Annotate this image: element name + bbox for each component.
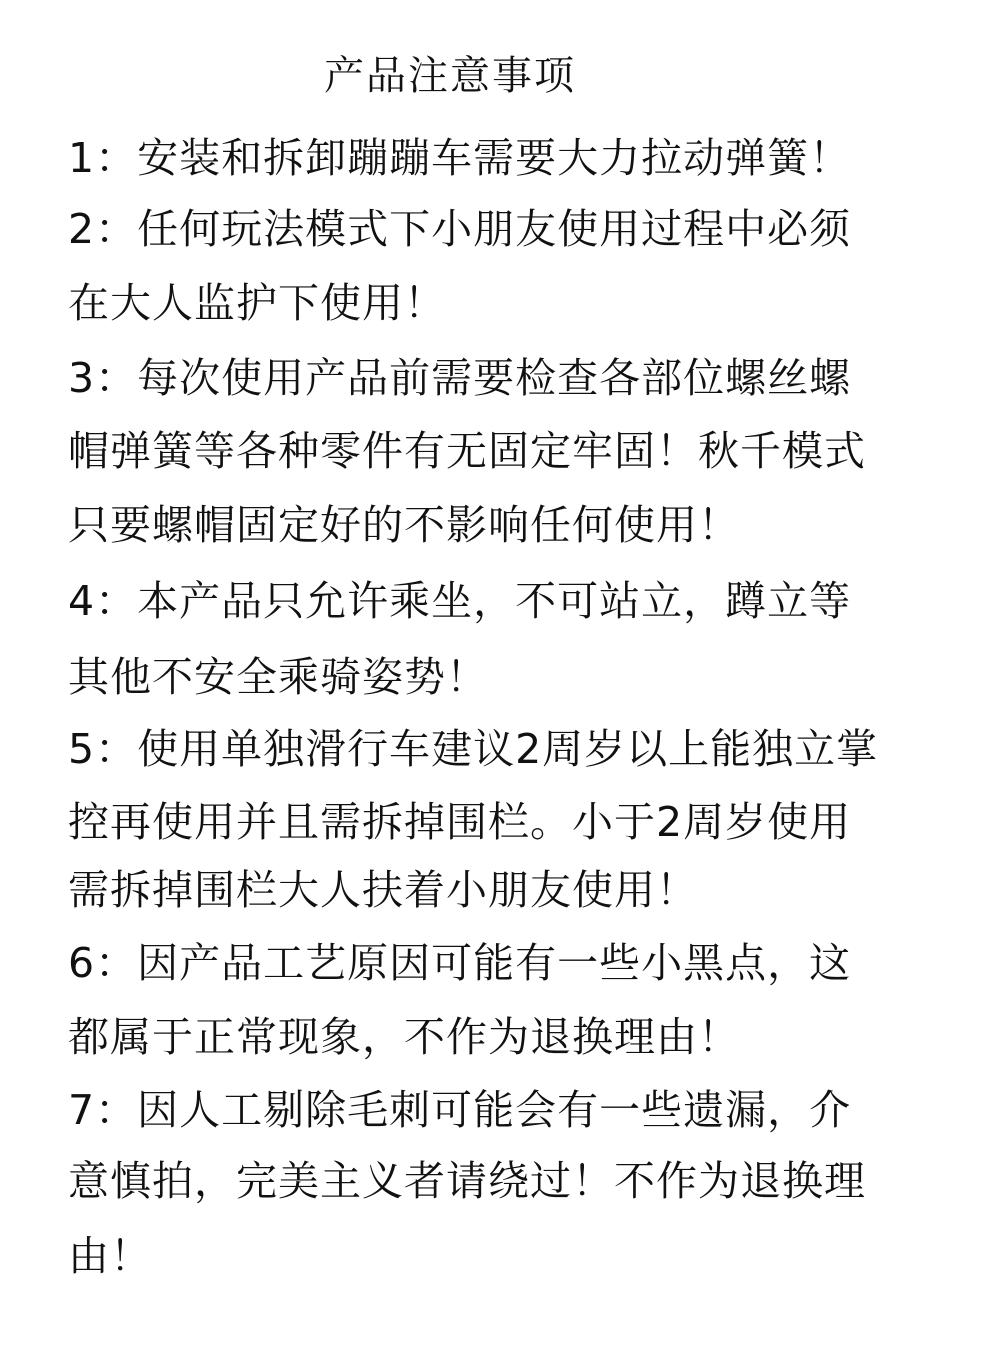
notice-line-12: 6：因产品工艺原因可能有一些小黑点，这 [68, 939, 852, 987]
notice-line-13: 都属于正常现象，不作为退换理由！ [68, 1013, 740, 1061]
notice-line-7: 4：本产品只允许乘坐，不可站立，蹲立等 [68, 577, 852, 625]
notice-line-3: 在大人监护下使用！ [68, 279, 446, 327]
notice-line-11: 需拆掉围栏大人扶着小朋友使用！ [68, 866, 698, 914]
notice-line-6: 只要螺帽固定好的不影响任何使用！ [68, 501, 740, 549]
page-title: 产品注意事项 [324, 53, 576, 99]
notice-line-5: 帽弹簧等各种零件有无固定牢固！秋千模式 [68, 427, 866, 475]
notice-line-1: 1：安装和拆卸蹦蹦车需要大力拉动弹簧！ [68, 134, 852, 182]
notice-line-16: 由！ [68, 1232, 152, 1280]
notice-line-15: 意慎拍，完美主义者请绕过！不作为退换理 [68, 1157, 866, 1205]
notice-line-9: 5：使用单独滑行车建议2周岁以上能独立掌 [68, 725, 879, 773]
notice-line-8: 其他不安全乘骑姿势！ [68, 653, 488, 701]
notice-line-4: 3：每次使用产品前需要检查各部位螺丝螺 [68, 354, 852, 402]
notice-line-2: 2：任何玩法模式下小朋友使用过程中必须 [68, 205, 852, 253]
notice-line-14: 7：因人工剔除毛刺可能会有一些遗漏，介 [68, 1086, 852, 1134]
notice-line-10: 控再使用并且需拆掉围栏。小于2周岁使用 [68, 798, 852, 846]
